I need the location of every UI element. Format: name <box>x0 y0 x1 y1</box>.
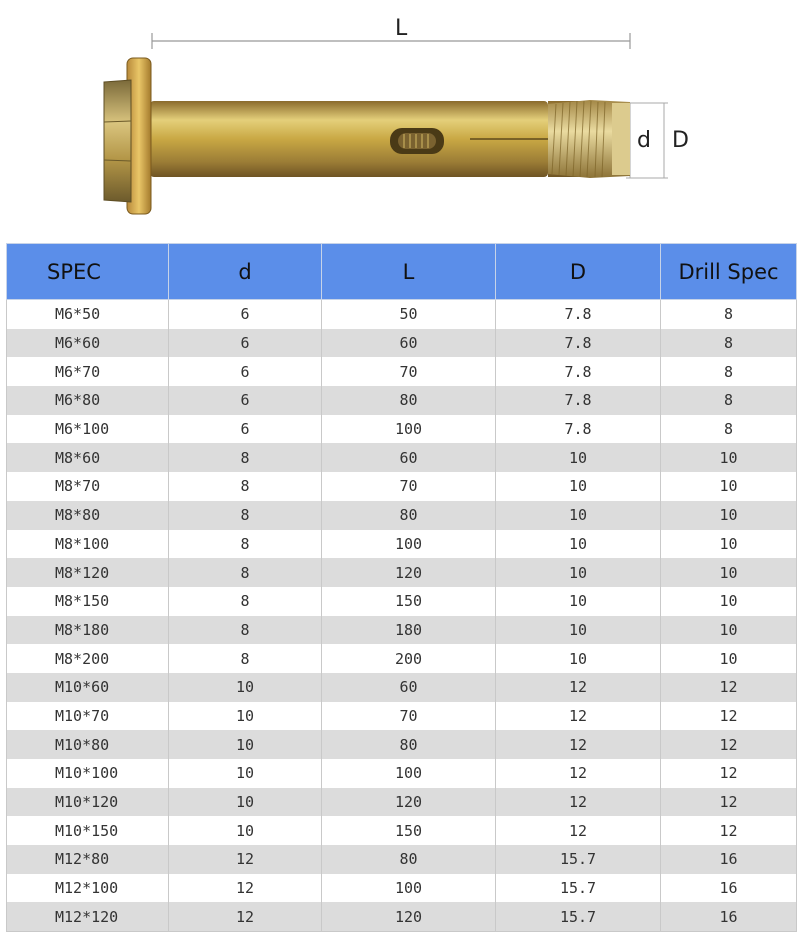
table-row <box>7 673 797 702</box>
cell-spec: M6*80 <box>7 386 169 415</box>
cell-l: 70 <box>322 357 496 386</box>
cell-l: 70 <box>322 702 496 731</box>
cell-drill-spec: 8 <box>661 415 797 444</box>
cell-l: 50 <box>322 300 496 329</box>
cell-outer-d: 7.8 <box>496 357 661 386</box>
cell-outer-d: 10 <box>496 501 661 530</box>
cell-l: 60 <box>322 673 496 702</box>
cell-drill-spec: 8 <box>661 300 797 329</box>
cell-drill-spec: 12 <box>661 759 797 788</box>
cell-d: 8 <box>169 587 322 616</box>
table-row <box>7 759 797 788</box>
cell-drill-spec: 12 <box>661 816 797 845</box>
cell-d: 6 <box>169 357 322 386</box>
table-header-row <box>7 244 797 300</box>
cell-drill-spec: 10 <box>661 443 797 472</box>
cell-spec: M8*70 <box>7 472 169 501</box>
cell-drill-spec: 8 <box>661 329 797 358</box>
cell-outer-d: 12 <box>496 816 661 845</box>
cell-d: 8 <box>169 472 322 501</box>
cell-outer-d: 12 <box>496 759 661 788</box>
cell-l: 60 <box>322 329 496 358</box>
cell-spec: M12*80 <box>7 845 169 874</box>
cell-spec: M10*80 <box>7 730 169 759</box>
table-row <box>7 874 797 903</box>
cell-d: 12 <box>169 874 322 903</box>
cell-l: 120 <box>322 902 496 931</box>
inner-diameter-label: d <box>637 128 651 153</box>
cell-drill-spec: 10 <box>661 501 797 530</box>
cell-d: 10 <box>169 730 322 759</box>
cell-outer-d: 12 <box>496 673 661 702</box>
cell-d: 10 <box>169 702 322 731</box>
cell-l: 100 <box>322 530 496 559</box>
table-row <box>7 415 797 444</box>
cell-outer-d: 10 <box>496 587 661 616</box>
table-row <box>7 702 797 731</box>
table-row <box>7 558 797 587</box>
cell-d: 6 <box>169 386 322 415</box>
sleeve-body <box>150 101 590 177</box>
cell-outer-d: 10 <box>496 530 661 559</box>
cell-l: 100 <box>322 759 496 788</box>
table-row <box>7 472 797 501</box>
cell-l: 80 <box>322 730 496 759</box>
table-row <box>7 616 797 645</box>
cell-outer-d: 12 <box>496 702 661 731</box>
cell-d: 8 <box>169 558 322 587</box>
anchor-bolt-diagram <box>0 0 804 240</box>
outer-diameter-label: D <box>672 128 689 153</box>
cell-spec: M8*60 <box>7 443 169 472</box>
cell-drill-spec: 12 <box>661 788 797 817</box>
cell-drill-spec: 10 <box>661 644 797 673</box>
cell-spec: M10*100 <box>7 759 169 788</box>
cell-spec: M10*70 <box>7 702 169 731</box>
table-row <box>7 644 797 673</box>
cell-l: 150 <box>322 587 496 616</box>
cell-d: 10 <box>169 759 322 788</box>
cell-l: 180 <box>322 616 496 645</box>
cell-d: 12 <box>169 902 322 931</box>
cell-outer-d: 10 <box>496 616 661 645</box>
cell-outer-d: 7.8 <box>496 415 661 444</box>
cell-spec: M6*70 <box>7 357 169 386</box>
length-dimension-line <box>152 33 630 49</box>
cell-outer-d: 10 <box>496 558 661 587</box>
cell-l: 120 <box>322 558 496 587</box>
cell-outer-d: 15.7 <box>496 902 661 931</box>
cell-l: 100 <box>322 415 496 444</box>
cell-spec: M10*150 <box>7 816 169 845</box>
cell-l: 80 <box>322 501 496 530</box>
table-row <box>7 845 797 874</box>
table-row <box>7 300 797 329</box>
cell-spec: M10*60 <box>7 673 169 702</box>
column-header-spec: SPEC <box>7 244 169 300</box>
cell-l: 70 <box>322 472 496 501</box>
cell-spec: M8*80 <box>7 501 169 530</box>
cell-outer-d: 15.7 <box>496 874 661 903</box>
cell-l: 150 <box>322 816 496 845</box>
cell-d: 10 <box>169 673 322 702</box>
cell-outer-d: 12 <box>496 788 661 817</box>
cell-spec: M8*200 <box>7 644 169 673</box>
cell-d: 12 <box>169 845 322 874</box>
cell-drill-spec: 8 <box>661 357 797 386</box>
table-row <box>7 816 797 845</box>
cell-l: 80 <box>322 386 496 415</box>
cell-drill-spec: 8 <box>661 386 797 415</box>
table-row <box>7 587 797 616</box>
cell-d: 10 <box>169 816 322 845</box>
cell-drill-spec: 16 <box>661 874 797 903</box>
cell-l: 200 <box>322 644 496 673</box>
hex-head <box>104 80 131 202</box>
cell-spec: M8*180 <box>7 616 169 645</box>
cell-outer-d: 7.8 <box>496 386 661 415</box>
cell-drill-spec: 10 <box>661 587 797 616</box>
table-row <box>7 902 797 931</box>
table-row <box>7 788 797 817</box>
column-header-d: d <box>169 244 322 300</box>
cell-spec: M6*50 <box>7 300 169 329</box>
cell-outer-d: 12 <box>496 730 661 759</box>
cell-outer-d: 10 <box>496 644 661 673</box>
table-body <box>7 300 797 932</box>
specification-table <box>6 243 797 932</box>
cell-l: 80 <box>322 845 496 874</box>
cell-l: 120 <box>322 788 496 817</box>
cell-d: 8 <box>169 530 322 559</box>
cell-spec: M10*120 <box>7 788 169 817</box>
column-header-outer-d: D <box>496 244 661 300</box>
table-row <box>7 386 797 415</box>
cell-d: 8 <box>169 443 322 472</box>
cell-d: 6 <box>169 300 322 329</box>
cell-outer-d: 10 <box>496 443 661 472</box>
cell-spec: M12*100 <box>7 874 169 903</box>
table-row <box>7 501 797 530</box>
cell-drill-spec: 10 <box>661 616 797 645</box>
cell-spec: M8*150 <box>7 587 169 616</box>
cell-drill-spec: 10 <box>661 558 797 587</box>
table-row <box>7 357 797 386</box>
cell-spec: M12*120 <box>7 902 169 931</box>
cell-drill-spec: 12 <box>661 673 797 702</box>
cell-outer-d: 7.8 <box>496 300 661 329</box>
cell-drill-spec: 16 <box>661 845 797 874</box>
cell-l: 100 <box>322 874 496 903</box>
table-row <box>7 530 797 559</box>
cell-d: 10 <box>169 788 322 817</box>
cell-l: 60 <box>322 443 496 472</box>
cell-outer-d: 15.7 <box>496 845 661 874</box>
cell-spec: M8*120 <box>7 558 169 587</box>
length-label: L <box>395 16 408 41</box>
table-row <box>7 443 797 472</box>
cell-drill-spec: 12 <box>661 702 797 731</box>
cell-d: 6 <box>169 415 322 444</box>
column-header-l: L <box>322 244 496 300</box>
table-row <box>7 329 797 358</box>
cell-d: 8 <box>169 616 322 645</box>
column-header-drill-spec: Drill Spec <box>661 244 797 300</box>
cell-drill-spec: 10 <box>661 530 797 559</box>
cell-d: 6 <box>169 329 322 358</box>
table-row <box>7 730 797 759</box>
cell-outer-d: 7.8 <box>496 329 661 358</box>
cell-d: 8 <box>169 501 322 530</box>
cell-drill-spec: 12 <box>661 730 797 759</box>
knurled-cone-tip <box>548 100 630 178</box>
cell-outer-d: 10 <box>496 472 661 501</box>
cell-spec: M6*100 <box>7 415 169 444</box>
cell-drill-spec: 16 <box>661 902 797 931</box>
cell-spec: M8*100 <box>7 530 169 559</box>
cell-d: 8 <box>169 644 322 673</box>
cell-drill-spec: 10 <box>661 472 797 501</box>
cell-spec: M6*60 <box>7 329 169 358</box>
